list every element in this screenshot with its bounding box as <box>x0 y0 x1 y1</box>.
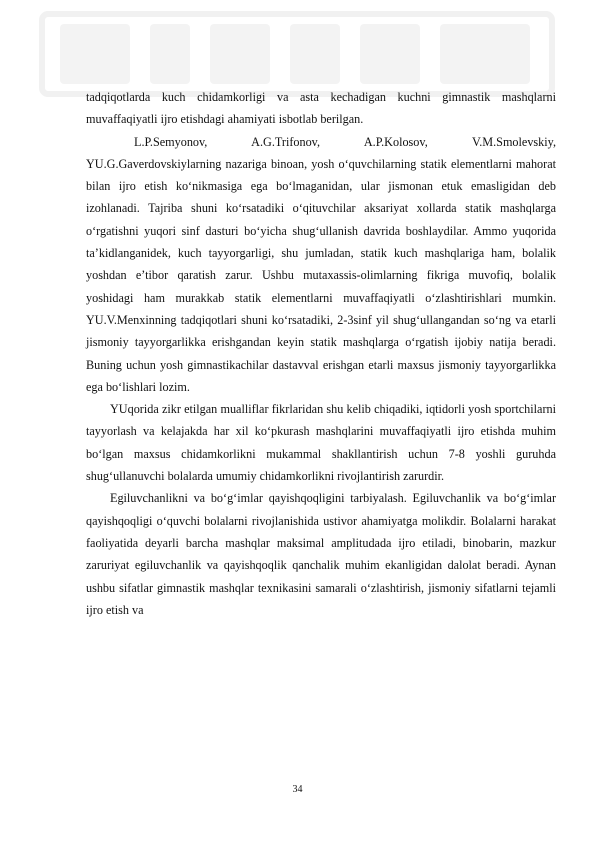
paragraph: Egiluvchanlikni va bo‘g‘imlar qayishqoqligini tarbiyalash. Egiluvchanlik va bo‘g‘imlar qayishqoqligi o‘quvchi bolalarni rivojlanishida ustivor ahamiyatga molikdir. Bolalarni harakat faoliyatida deyarli barcha mashqlar maksimal amplitudada ijro etiladi, binobarin, mazkur zaruriyat egiluvchanlik va qayishqoqlik qanchalik muhim ekanligidan dalolat beradi. Aynan ushbu sifatlar gimnastik mashqlar texnikasini samarali o‘zlashtirish, jismoniy sifatlarni tejamli ijro etish va <box>86 491 556 617</box>
page-number: 34 <box>292 784 303 795</box>
paragraph: L.P.Semyonov, A.G.Trifonov, A.P.Kolosov, V.M.Smolevskiy, YU.G.Gaverdovskiylarning nazariga binoan, yosh o‘quvchilarning statik elementlarni mahorat bilan ijro etish ko‘nikmasiga ega bo‘lmaganidan, ular jismonan etuk emasligidan deb izohlanadi. Tajriba shuni ko‘rsatadiki o‘qituvchilar aksariyat xollarda statik mashqlarga o‘rgatishni yuqori sinf dasturi bo‘yicha shug‘ullanish davrida boshlaydilar. Ammo yuqorida ta’kidlanganidek, kuch tayyorgarligi, shu jumladan, statik kuch mashqlariga ham, bolalik yoshdan e’tibor qaratish zarur. Ushbu mutaxassis-olimlarning fikriga muvofiq, bolalik yoshidagi ham murakkab statik elementlarni muvaffaqiyatli o‘zlashtirishlari mumkin. YU.V.Menxinning tadqiqotlari shuni ko‘rsatadiki, 2-3sinf yil shug‘ullangandan so‘ng va etarli jismoniy tayyorgarlikka erishgandan keyin statik mashqlarga o‘rgatish ijobiy natija beradi. Buning uchun yosh gimnastikachilar dastavval erishgan etarli maxsus jismoniy tayyorgarlikka ega bo‘lishlari lozim. <box>86 134 556 394</box>
paragraph: tadqiqotlarda kuch chidamkorligi va asta kechadigan kuchni gimnastik mashqlarni muvaffaqiyatli ijro etishdagi ahamiyati isbotlab berilgan. <box>86 90 556 127</box>
body-text <box>86 86 556 621</box>
paragraph: YUqorida zikr etilgan mualliflar fikrlaridan shu kelib chiqadiki, iqtidorli yosh sportchilarni tayyorlash va kelajakda har xil ko‘pkurash mashqlarini muvaffaqiyatli ijro etishda muhim bo‘lgan maxsus chidamkorlikni mukammal shakllantirish uchun 7-8 yoshli guruhda shug‘ullanuvchi bolalarda umumiy chidamkorlikni rivojlantirish zarurdir. <box>86 402 556 484</box>
